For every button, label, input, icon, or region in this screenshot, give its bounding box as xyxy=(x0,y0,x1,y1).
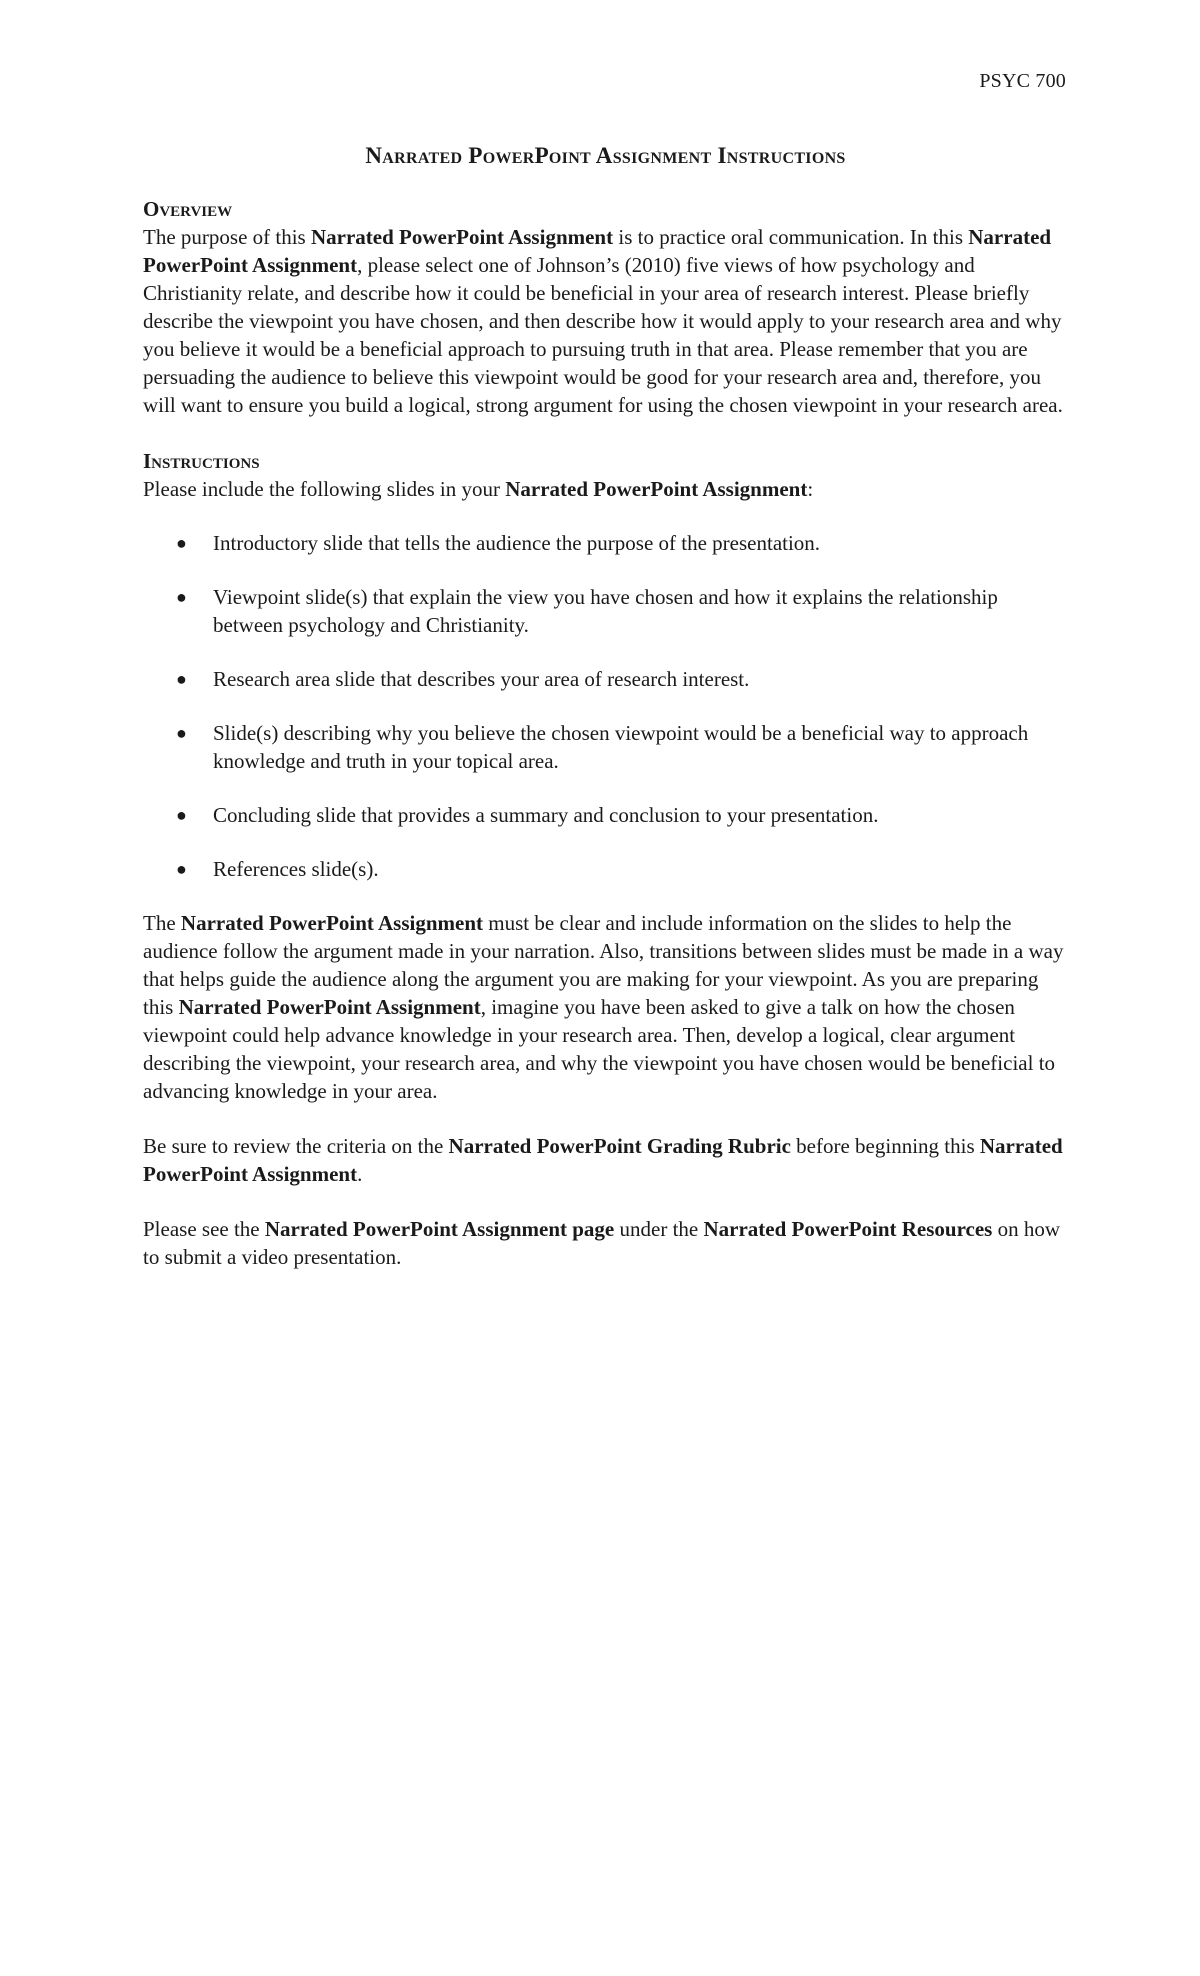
emphasized-text: Narrated PowerPoint Assignment xyxy=(180,911,484,935)
instructions-heading: Instructions xyxy=(143,449,260,473)
list-item xyxy=(143,529,1068,557)
overview-heading: Overview xyxy=(143,197,233,221)
text-run: is to practice oral communication. In this xyxy=(613,225,969,249)
text-run: The xyxy=(143,911,181,935)
list-item xyxy=(143,665,1068,693)
text-run: on how to submit a video presentation. xyxy=(143,1217,1061,1269)
text-run: . xyxy=(357,1162,363,1186)
bullet-icon: ● xyxy=(176,669,187,689)
list-item-text: Introductory slide that tells the audience the purpose of the presentation. xyxy=(213,531,821,555)
emphasized-text: Narrated PowerPoint Assignment page xyxy=(264,1217,615,1241)
text-run: , please select one of Johnson’s (2010) five views of how psychology and Christianity relate, and describe how it could be beneficial in your area of research interest. Please briefly describe the viewpoint you have chosen, and then describe how it would apply to your research area and why you believe it would be a beneficial approach to pursuing truth in that area. Please remember that you are persuading the audience to believe this viewpoint would be good for your research area and, therefore, you will want to ensure you build a logical, strong argument for using the chosen viewpoint in your research area. xyxy=(143,253,1063,417)
text-run: Please see the xyxy=(143,1217,265,1241)
text-run: must be clear and include information on the slides to help the audience follow the argument made in your narration. Also, transitions between slides must be made in a way that helps guide the audience along the argument you are making for your viewpoint. As you are preparing this xyxy=(143,911,1064,1019)
list-item-text: Concluding slide that provides a summary and conclusion to your presentation. xyxy=(213,803,879,827)
slide-requirements-list xyxy=(143,529,1068,883)
text-run: : xyxy=(807,477,814,501)
bullet-icon: ● xyxy=(176,805,187,825)
list-item-text: References slide(s). xyxy=(213,857,379,881)
list-item xyxy=(143,583,1068,639)
emphasized-text: Narrated PowerPoint Grading Rubric xyxy=(448,1134,791,1158)
emphasized-text: Narrated PowerPoint Assignment xyxy=(143,1134,1063,1186)
emphasized-text: Narrated PowerPoint Resources xyxy=(703,1217,993,1241)
emphasized-text: Narrated PowerPoint Assignment xyxy=(505,477,808,501)
submission-info-paragraph xyxy=(143,1215,1068,1271)
list-item-text: Slide(s) describing why you believe the chosen viewpoint would be a beneficial way to approach knowledge and truth in your topical area. xyxy=(213,721,1029,773)
emphasized-text: Narrated PowerPoint Assignment xyxy=(310,225,614,249)
bullet-icon: ● xyxy=(176,587,187,607)
list-item-text: Research area slide that describes your area of research interest. xyxy=(213,667,750,691)
text-run: before beginning this xyxy=(790,1134,980,1158)
text-run: under the xyxy=(614,1217,704,1241)
text-run: Be sure to review the criteria on the xyxy=(143,1134,449,1158)
emphasized-text: Narrated PowerPoint Assignment xyxy=(178,995,481,1019)
course-code-header: PSYC 700 xyxy=(979,70,1066,92)
document-body xyxy=(143,142,1068,1298)
list-item xyxy=(143,855,1068,883)
bullet-icon: ● xyxy=(176,533,187,553)
rubric-reminder-paragraph xyxy=(143,1132,1068,1188)
list-item xyxy=(143,719,1068,775)
narration-guidance-paragraph xyxy=(143,909,1068,1105)
text-run: , imagine you have been asked to give a talk on how the chosen viewpoint could help advance knowledge in your research area. Then, develop a logical, clear argument describing the viewpoint, your research area, and why the viewpoint you have chosen would be beneficial to advancing knowledge in your area. xyxy=(143,995,1056,1103)
list-item-text: Viewpoint slide(s) that explain the view you have chosen and how it explains the relationship between psychology and Christianity. xyxy=(213,585,998,637)
text-run: The purpose of this xyxy=(143,225,311,249)
overview-paragraph xyxy=(143,223,1068,419)
document-title: Narrated PowerPoint Assignment Instructions xyxy=(365,143,846,168)
emphasized-text: Narrated PowerPoint Assignment xyxy=(143,225,1052,277)
text-run: Please include the following slides in your xyxy=(143,477,506,501)
instructions-intro xyxy=(143,475,1068,503)
bullet-icon: ● xyxy=(176,723,187,743)
bullet-icon: ● xyxy=(176,859,187,879)
list-item xyxy=(143,801,1068,829)
